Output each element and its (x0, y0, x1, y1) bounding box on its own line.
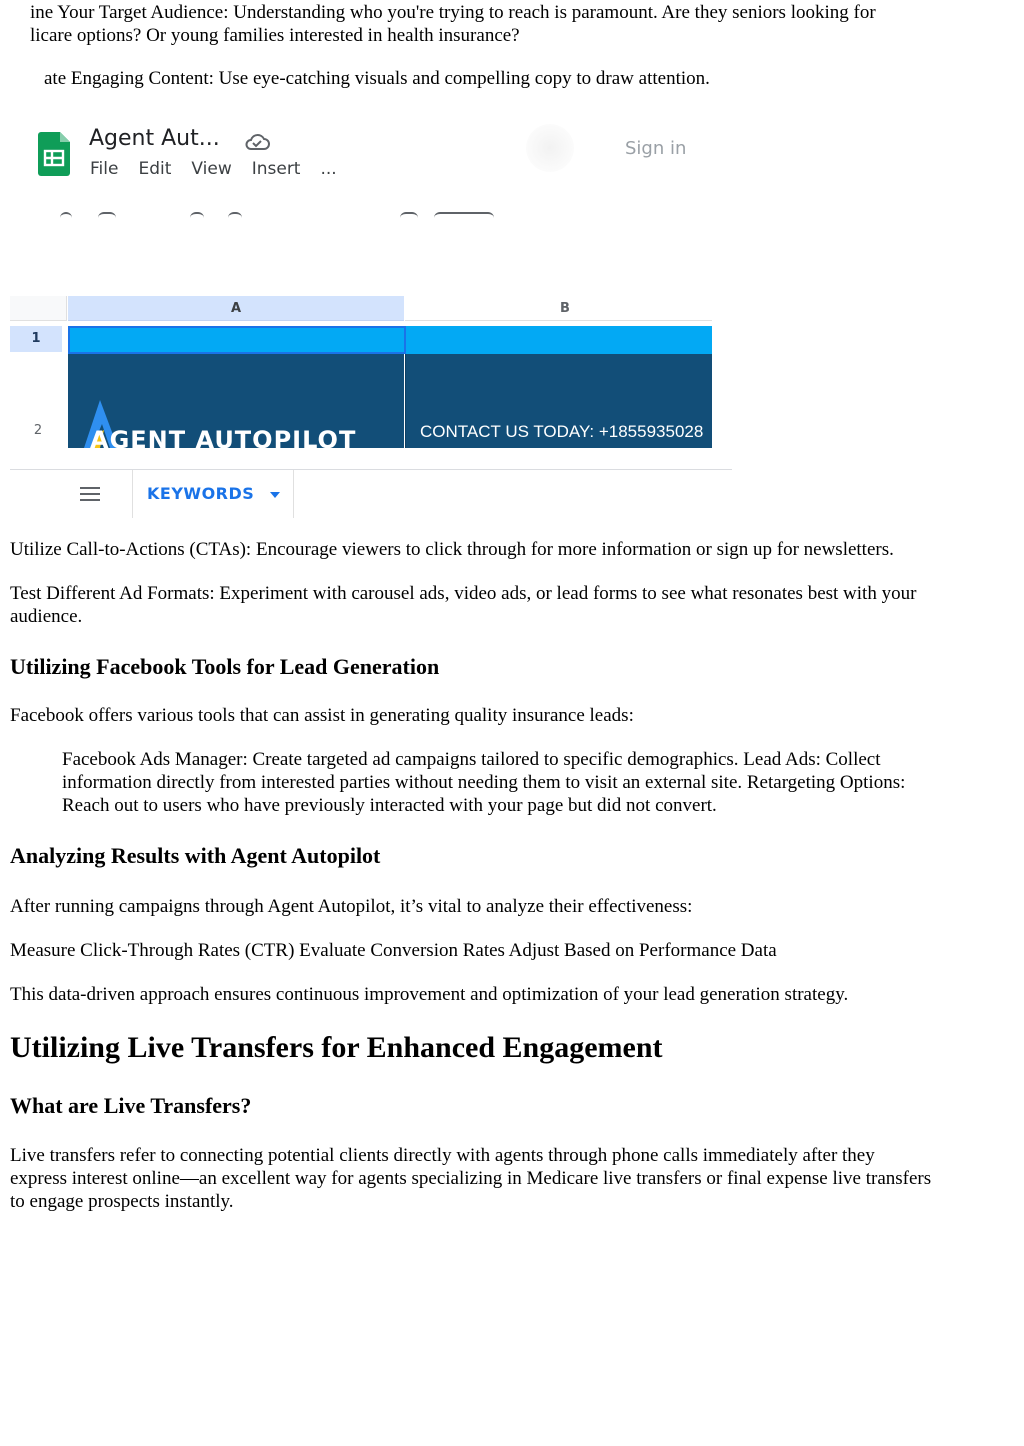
menu-file[interactable]: File (90, 159, 119, 179)
analyze-list: Measure Click-Through Rates (CTR) Evaluate Conversion Rates Adjust Based on Performance Data (10, 940, 777, 961)
live-transfers-line-1: Live transfers refer to connecting potential clients directly with agents through phone calls immediately after they (10, 1145, 875, 1166)
tab-bar-divider (10, 469, 732, 470)
document-title[interactable]: Agent Aut... (89, 126, 220, 151)
menu-view[interactable]: View (191, 159, 232, 179)
cloud-saved-icon[interactable] (244, 132, 270, 152)
facebook-intro: Facebook offers various tools that can assist in generating quality insurance leads: (10, 705, 634, 726)
intro-paragraph-line-2: licare options? Or young families interested in health insurance? (30, 25, 520, 46)
heading-live-transfers: Utilizing Live Transfers for Enhanced Engagement (10, 1031, 663, 1064)
column-header-b[interactable]: B (405, 296, 712, 321)
ad-formats-line-2: audience. (10, 606, 83, 627)
menu-insert[interactable]: Insert (251, 159, 301, 179)
heading-what-are-live-transfers: What are Live Transfers? (10, 1093, 252, 1118)
row-header-1[interactable]: 1 (10, 326, 62, 352)
facebook-tools-line-1: Facebook Ads Manager: Create targeted ad campaigns tailored to specific demographics. Lead Ads: Collect (62, 749, 881, 770)
intro-paragraph-line-1: ine Your Target Audience: Understanding who you're trying to reach is paramount. Are they seniors looking for (30, 2, 876, 23)
cell-b1[interactable] (406, 326, 712, 354)
sheets-logo-icon (38, 132, 70, 176)
live-transfers-line-2: express interest online—an excellent way for agents specializing in Medicare live transfers or final expense live transfers (10, 1168, 932, 1189)
menu-edit[interactable]: Edit (138, 159, 172, 179)
tab-keywords-label: KEYWORDS (147, 484, 255, 503)
heading-analyzing-results: Analyzing Results with Agent Autopilot (10, 843, 381, 868)
toolbar-fragment (50, 208, 530, 218)
contact-text: CONTACT US TODAY: +1855935028 (420, 422, 704, 441)
column-header-a[interactable]: A (68, 296, 404, 321)
intro-paragraph-engaging: ate Engaging Content: Use eye-catching visuals and compelling copy to draw attention. (44, 68, 710, 89)
menu-bar (90, 159, 357, 179)
heading-facebook-tools: Utilizing Facebook Tools for Lead Generation (10, 654, 440, 679)
menu-more[interactable]: ... (320, 159, 337, 179)
cell-a1[interactable] (68, 326, 406, 354)
cta-paragraph: Utilize Call-to-Actions (CTAs): Encourage viewers to click through for more information or sign up for newsletters. (10, 539, 894, 560)
analyze-intro: After running campaigns through Agent Autopilot, it’s vital to analyze their effectiveness: (10, 896, 693, 917)
avatar (526, 124, 574, 172)
facebook-tools-line-3: Reach out to users who have previously interacted with your page but did not convert. (62, 795, 717, 816)
row-header-2[interactable]: 2 (33, 423, 43, 438)
sign-in-button[interactable]: Sign in (625, 138, 687, 159)
chevron-down-icon[interactable] (270, 492, 280, 498)
ad-formats-line-1: Test Different Ad Formats: Experiment with carousel ads, video ads, or lead forms to see what resonates best with your (10, 583, 917, 604)
facebook-tools-line-2: information directly from interested parties without needing them to visit an external site. Retargeting Options: (62, 772, 906, 793)
select-all-corner[interactable] (10, 296, 67, 321)
all-sheets-menu-icon[interactable] (80, 487, 100, 501)
data-driven-paragraph: This data-driven approach ensures continuous improvement and optimization of your lead generation strategy. (10, 984, 849, 1005)
live-transfers-line-3: to engage prospects instantly. (10, 1191, 234, 1212)
embedded-sheets-screenshot (10, 112, 732, 522)
brand-text: AGENT AUTOPILOT (90, 426, 357, 448)
tab-keywords[interactable] (132, 470, 294, 518)
spreadsheet-grid (10, 296, 712, 448)
